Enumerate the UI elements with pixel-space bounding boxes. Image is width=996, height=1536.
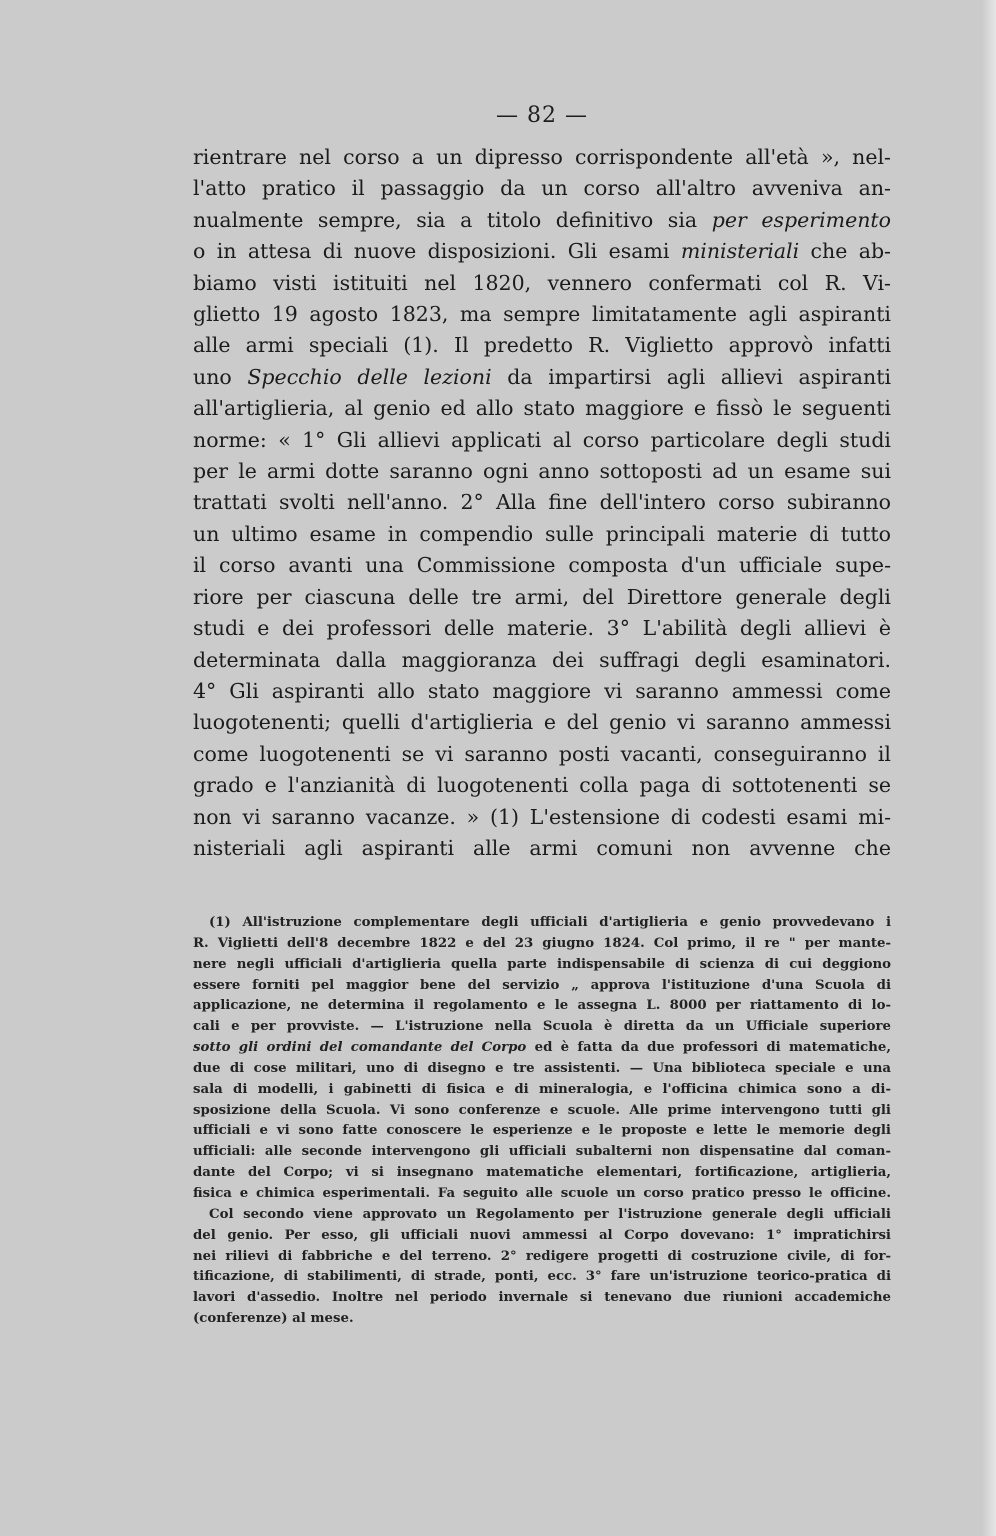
body-line-text: da impartirsi agli allievi aspiranti bbox=[491, 364, 891, 389]
body-line bbox=[193, 236, 891, 267]
body-line: alle armi speciali (1). Il predetto R. Viglietto approvò infatti bbox=[193, 333, 891, 358]
body-line: all'artiglieria, al genio ed allo stato maggiore e fissò le seguenti bbox=[193, 396, 891, 421]
footnote-line: nere negli ufficiali d'artiglieria quella parte indispensabile di scienza di cui deggiono bbox=[193, 956, 891, 972]
italic-phrase: per esperimento bbox=[711, 207, 891, 232]
footnote-line: (1) All'istruzione complementare degli ufficiali d'artiglieria e genio provvedevano i bbox=[209, 915, 891, 930]
body-line: luogotenenti; quelli d'artiglieria e del genio vi saranno ammessi bbox=[193, 710, 891, 735]
body-line: 4° Gli aspiranti allo stato maggiore vi saranno ammessi come bbox=[193, 678, 891, 703]
body-line: rientrare nel corso a un dipresso corrispondente all'età », nel- bbox=[193, 145, 891, 169]
body-line-text: che ab- bbox=[799, 239, 891, 264]
body-line bbox=[193, 362, 891, 393]
footnote-line: due di cose militari, uno di disegno e tre assistenti. — Una biblioteca speciale e una bbox=[193, 1060, 891, 1076]
footnote-italic-phrase: sotto gli ordini del comandante del Corpo bbox=[193, 1040, 527, 1056]
body-line-text: o in attesa di nuove disposizioni. Gli esami bbox=[193, 239, 670, 264]
footnote-line: essere forniti pel maggior bene del servizio „ approva l'istituzione d'una Scuola di bbox=[193, 977, 891, 993]
body-line: il corso avanti una Commissione composta d'un ufficiale supe- bbox=[193, 553, 891, 578]
footnote-line: sala di modelli, i gabinetti di fisica e di mineralogia, e l'officina chimica sono a di- bbox=[193, 1081, 891, 1097]
footnote-line: nei rilievi di fabbriche e del terreno. 2° redigere progetti di costruzione civile, di for- bbox=[193, 1248, 891, 1264]
body-line: per le armi dotte saranno ogni anno sottoposti ad un esame sui bbox=[193, 459, 891, 484]
footnote-line: del genio. Per esso, gli ufficiali nuovi ammessi al Corpo dovevano: 1° impratichirsi bbox=[193, 1227, 891, 1243]
footnote-line: R. Viglietti dell'8 decembre 1822 e del 23 giugno 1824. Col primo, il re " per mante- bbox=[193, 935, 891, 951]
body-line: riore per ciascuna delle tre armi, del Direttore generale degli bbox=[193, 584, 891, 609]
body-line: grado e l'anzianità di luogotenenti colla paga di sottotenenti se bbox=[193, 773, 891, 798]
body-line: biamo visti istituiti nel 1820, vennero confermati col R. Vi- bbox=[193, 270, 891, 295]
body-line: come luogotenenti se vi saranno posti vacanti, conseguiranno il bbox=[193, 741, 891, 766]
page-number: — 82 — bbox=[496, 103, 588, 128]
footnote-line: lavori d'assedio. Inoltre nel periodo invernale si tenevano due riunioni accademiche bbox=[193, 1290, 891, 1306]
footnote-line: Col secondo viene approvato un Regolamento per l'istruzione generale degli ufficiali bbox=[209, 1206, 891, 1222]
footnote-line-text: ed è fatta da due professori di matematiche, bbox=[534, 1040, 892, 1056]
italic-phrase: Specchio delle lezioni bbox=[247, 364, 492, 389]
footnote-line: tificazione, di stabilimenti, di strade, ponti, ecc. 3° fare un'istruzione teorico-pratica di bbox=[193, 1269, 891, 1285]
footnote-line: sposizione della Scuola. Vi sono conferenze e scuole. Alle prime intervengono tutti gli bbox=[193, 1102, 891, 1118]
body-line bbox=[193, 205, 891, 236]
body-line-text: uno bbox=[193, 364, 232, 389]
footnote-line: fisica e chimica esperimentali. Fa seguito alle scuole un corso pratico presso le officine. bbox=[193, 1185, 891, 1201]
body-line: nisteriali agli aspiranti alle armi comuni non avvenne che bbox=[193, 835, 891, 860]
footnote-line: dante del Corpo; vi si insegnano matematiche elementari, fortificazione, artiglieria, bbox=[193, 1165, 891, 1181]
footnote-line: ufficiali e vi sono fatte conoscere le esperienze e le proposte e lette le memorie degli bbox=[193, 1123, 891, 1139]
body-line: non vi saranno vacanze. » (1) L'estensione di codesti esami mi- bbox=[193, 804, 891, 829]
footnote-line: cali e per provviste. — L'istruzione nella Scuola è diretta da un Ufficiale superiore bbox=[193, 1019, 891, 1035]
body-line: studi e dei professori delle materie. 3° L'abilità degli allievi è bbox=[193, 616, 891, 641]
body-line: determinata dalla maggioranza dei suffragi degli esaminatori. bbox=[193, 647, 891, 672]
footnote-block bbox=[193, 913, 891, 1330]
page-edge-shadow bbox=[982, 0, 996, 1536]
footnote-line: (conferenze) al mese. bbox=[193, 1311, 354, 1327]
body-line: un ultimo esame in compendio sulle principali materie di tutto bbox=[193, 521, 891, 546]
italic-phrase: ministeriali bbox=[680, 239, 800, 264]
body-line: glietto 19 agosto 1823, ma sempre limitatamente agli aspiranti bbox=[193, 302, 891, 327]
footnote-line bbox=[193, 1038, 891, 1059]
footnote-line: applicazione, ne determina il regolamento e le assegna L. 8000 per riattamento di lo- bbox=[193, 998, 891, 1014]
body-line: trattati svolti nell'anno. 2° Alla fine dell'intero corso subiranno bbox=[193, 490, 891, 515]
body-line: l'atto pratico il passaggio da un corso all'altro avveniva an- bbox=[193, 176, 891, 201]
body-line-text: nualmente sempre, sia a titolo definitivo sia bbox=[193, 207, 698, 232]
footnote-line: ufficiali: alle seconde intervengono gli ufficiali subalterni non dispensatine dal coman- bbox=[193, 1144, 891, 1160]
body-text bbox=[193, 142, 891, 864]
body-line: norme: « 1° Gli allievi applicati al corso particolare degli studi bbox=[193, 427, 891, 452]
